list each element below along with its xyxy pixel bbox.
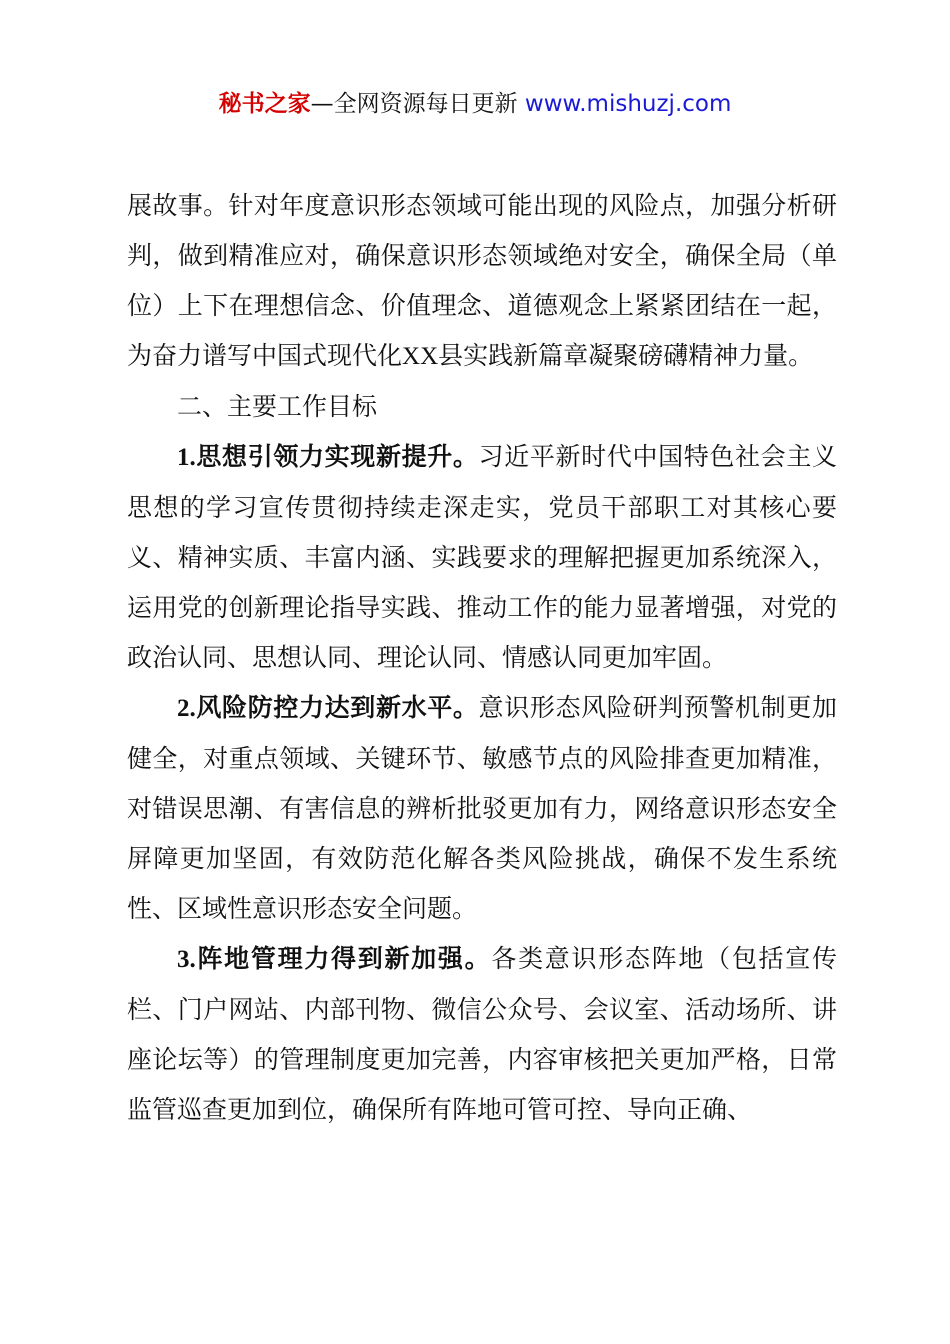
goal-text: 意识形态风险研判预警机制更加健全，对重点领域、关键环节、敏感节点的风险排查更加精准，对错误思潮、有害信息的辨析批驳更加有力，网络意识形态安全屏障更加坚固，有效防范化解各类风险挑战，确保不发生系统性、区域性意识形态安全问题。 bbox=[127, 693, 837, 923]
goal-item-2 bbox=[127, 683, 837, 934]
goal-number: 3. bbox=[177, 946, 196, 973]
site-name: 秘书之家 bbox=[218, 91, 311, 117]
goal-item-3 bbox=[127, 934, 837, 1135]
document-body bbox=[127, 181, 837, 1135]
section-heading: 二、主要工作目标 bbox=[177, 392, 378, 421]
goal-number: 1. bbox=[177, 444, 196, 471]
goal-number: 2. bbox=[177, 695, 196, 722]
goal-title: 风险防控力达到新水平。 bbox=[195, 693, 479, 722]
goal-text: 各类意识形态阵地（包括宣传栏、门户网站、内部刊物、微信公众号、会议室、活动场所、讲座论坛等）的管理制度更加完善，内容审核把关更加严格，日常监管巡查更加到位，确保所有阵地可管可控、导向正确、 bbox=[127, 944, 837, 1124]
goal-title: 阵地管理力得到新加强。 bbox=[195, 944, 492, 973]
goal-text: 习近平新时代中国特色社会主义思想的学习宣传贯彻持续走深走实，党员干部职工对其核心要义、精神实质、丰富内涵、实践要求的理解把握更加系统深入，运用党的创新理论指导实践、推动工作的能力显著增强，对党的政治认同、思想认同、理论认同、情感认同更加牢固。 bbox=[127, 442, 837, 672]
site-header bbox=[0, 86, 950, 122]
placeholder-county: XX bbox=[402, 343, 439, 370]
goal-item-1 bbox=[127, 432, 837, 683]
site-url-link[interactable]: www.mishuzj.com bbox=[524, 91, 732, 117]
paragraph-continued bbox=[127, 181, 837, 382]
goal-title: 思想引领力实现新提升。 bbox=[195, 442, 479, 471]
site-tagline: —全网资源每日更新 bbox=[310, 91, 525, 117]
paragraph-text: 展故事。针对年度意识形态领域可能出现的风险点，加强分析研判，做到精准应对，确保意识形态领域绝对安全，确保全局（单位）上下在理想信念、价值理念、道德观念上紧紧团结在一起，为奋力谱写中国式现代化 bbox=[127, 191, 837, 370]
paragraph-text: 县实践新篇章凝聚磅礴精神力量。 bbox=[438, 341, 814, 370]
